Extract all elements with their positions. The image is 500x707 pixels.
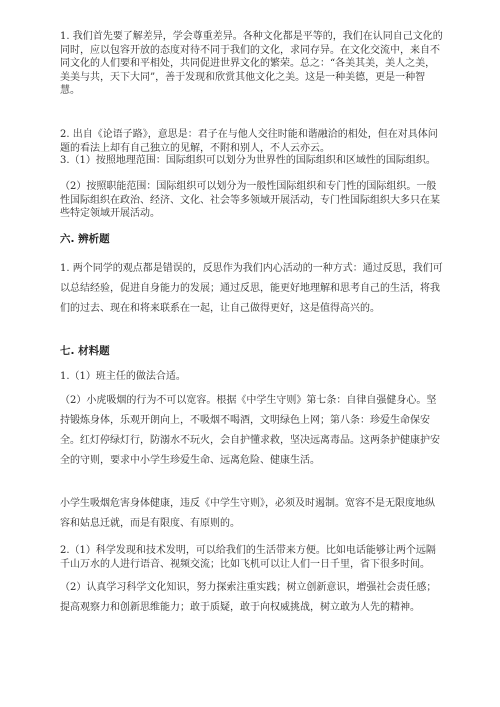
answer-paragraph: 1. 我们首先要了解差异，学会尊重差异。各种文化都是平等的，我们在认同自己文化的同时，应以包容开放的态度对待不同于我们的文化，求同存异。在文化交流中，来自不同文化的人们要和平相处，共同促进世界文化的繁荣。总之：“各美其美，美人之美，美美与共，天下大同”，善于发现和欣赏其他文化之美。这是一种美德，更是一种智慧。: [60, 31, 443, 97]
section-heading-material: 七. 材料题: [60, 345, 110, 357]
answer-paragraph: 小学生吸烟危害身体健康，违反《中学生守则》，必须及时遏制。宽容不是无限度地纵容和姑息迁就，而是有限度、有原则的。: [60, 498, 435, 529]
answer-paragraph: 3.（1）按照地理范围：国际组织可以划分为世界性的国际组织和区域性的国际组织。: [60, 155, 436, 166]
answer-paragraph: 2. 出自《论语子路》，意思是：君子在与他人交往时能和谐融洽的相处，但在对具体问题的看法上却有自己独立的见解，不附和别人，不人云亦云。: [60, 129, 438, 154]
answer-paragraph: （2）按照职能范围：国际组织可以划分为一般性国际组织和专门性的国际组织。一般性国际组织在政治、经济、文化、社会等多领域开展活动，专门性国际组织大多只在某些特定领域开展活动。: [60, 181, 440, 220]
answer-paragraph: （2）认真学习科学文化知识，努力探索注重实践；树立创新意识，增强社会责任感；提高观察力和创新思维能力；敢于质疑，敢于向权威挑战，树立敢为人先的精神。: [60, 582, 437, 613]
answer-paragraph: （2）小虎吸烟的行为不可以宽容。根据《中学生守则》第七条：自律自强健身心。坚持锻炼身体，乐观开朗向上，不吸烟不喝酒，文明绿色上网；第八条：珍爱生命保安全。红灯停绿灯行，防溺水不玩火，会自护懂求救，坚决远离毒品。这两条护健康护安全的守则，要求中小学生珍爱生命、远离危险、健康生活。: [60, 395, 440, 466]
answer-paragraph: 1.（1）班主任的做法合适。: [60, 371, 186, 382]
answer-paragraph: 1. 两个同学的观点都是错误的，反思作为我们内心活动的一种方式：通过反思，我们可以总结经验，促进自身能力的发展；通过反思，能更好地理解和思考自己的生活，将我们的过去、现在和将来联系在一起，让自己做得更好，这是值得高兴的。: [60, 263, 443, 314]
answer-paragraph: 2.（1）科学发现和技术发明，可以给我们的生活带来方便。比如电话能够让两个远隔千山万水的人进行语音、视频交流；比如飞机可以让人们一日千里，省下很多时间。: [60, 545, 436, 570]
section-heading-analysis: 六. 辨析题: [60, 233, 110, 245]
